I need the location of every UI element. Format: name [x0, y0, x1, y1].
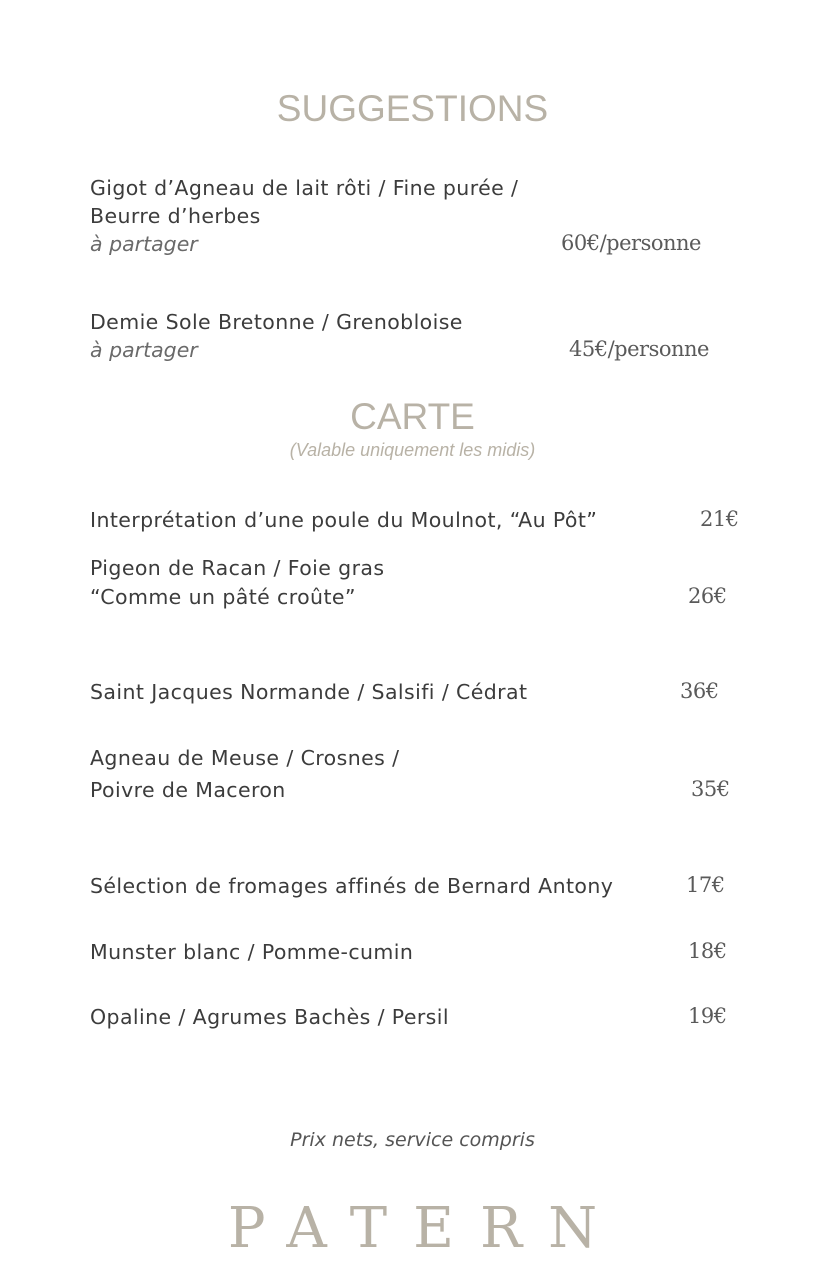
- carte-item-2-line1: Pigeon de Racan / Foie gras: [90, 556, 385, 580]
- carte-item-2-price: 26€: [688, 584, 727, 608]
- carte-item-4-price: 35€: [691, 777, 730, 801]
- carte-item-1-price: 21€: [700, 507, 739, 531]
- carte-item-2-line2: “Comme un pâté croûte”: [90, 585, 356, 609]
- carte-item-6-line1: Munster blanc / Pomme-cumin: [90, 940, 414, 964]
- carte-item-7-line1: Opaline / Agrumes Bachès / Persil: [90, 1005, 449, 1029]
- carte-title: CARTE: [350, 396, 475, 437]
- carte-item-4-line1: Agneau de Meuse / Crosnes /: [90, 746, 400, 770]
- suggestion-2-line1: Demie Sole Bretonne / Grenobloise: [90, 310, 463, 334]
- carte-item-4-line2: Poivre de Maceron: [90, 778, 286, 802]
- suggestion-1-line1: Gigot d’Agneau de lait rôti / Fine purée /: [90, 176, 519, 200]
- suggestion-2-price: 45€/personne: [569, 337, 709, 361]
- suggestion-1-share: à partager: [90, 232, 198, 256]
- suggestions-title: SUGGESTIONS: [276, 88, 549, 129]
- carte-item-6-price: 18€: [688, 939, 727, 963]
- suggestion-1-line2: Beurre d’herbes: [90, 204, 261, 228]
- footer-note: Prix nets, service compris: [290, 1129, 535, 1151]
- suggestion-2-share: à partager: [90, 338, 198, 362]
- carte-subtitle: (Valable uniquement les midis): [289, 440, 536, 460]
- carte-item-1-line1: Interprétation d’une poule du Moulnot, “Au Pôt”: [90, 508, 598, 532]
- carte-item-7-price: 19€: [688, 1004, 727, 1028]
- carte-item-3-line1: Saint Jacques Normande / Salsifi / Cédrat: [90, 680, 528, 704]
- suggestion-1-price: 60€/personne: [561, 231, 701, 255]
- brand-logo: PATERN: [227, 1196, 624, 1261]
- carte-item-5-line1: Sélection de fromages affinés de Bernard Antony: [90, 874, 614, 898]
- carte-item-5-price: 17€: [686, 873, 725, 897]
- carte-item-3-price: 36€: [680, 679, 719, 703]
